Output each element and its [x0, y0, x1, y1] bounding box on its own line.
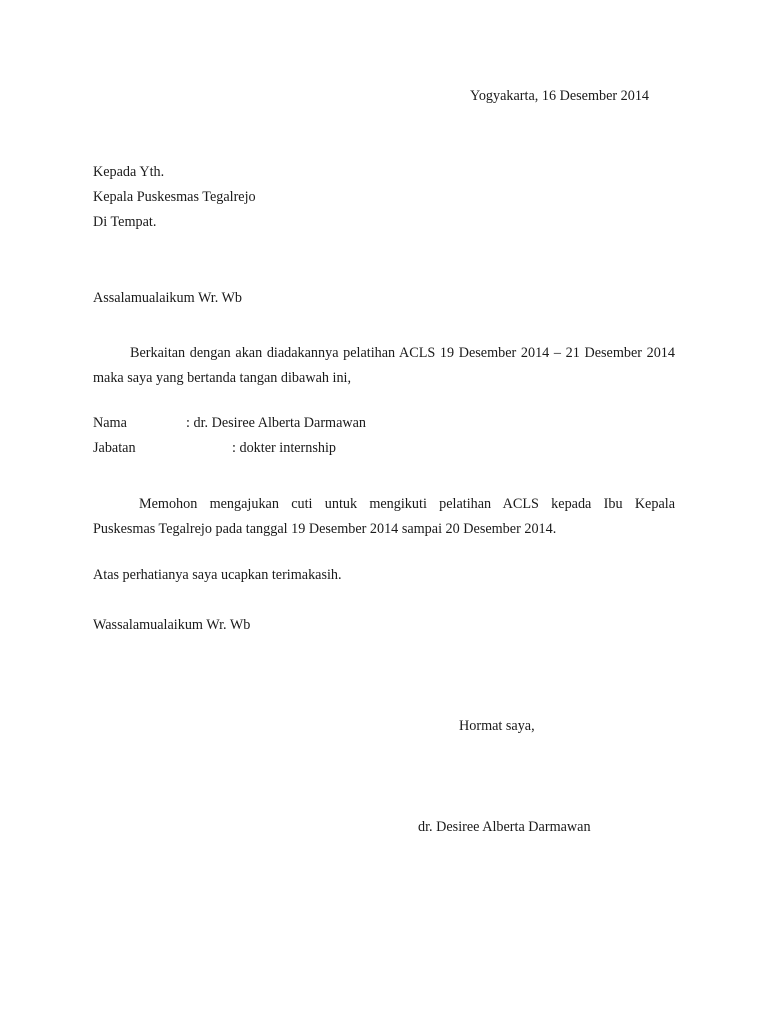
closing-greeting: Wassalamualaikum Wr. Wb [93, 617, 251, 633]
field-label-nama: Nama [93, 415, 127, 431]
signatory-name: dr. Desiree Alberta Darmawan [418, 819, 591, 835]
place-date: Yogyakarta, 16 Desember 2014 [470, 88, 650, 104]
opening-greeting: Assalamualaikum Wr. Wb [93, 290, 243, 306]
request-paragraph-line-1: Memohon mengajukan cuti untuk mengikuti pelatihan ACLS kepada Ibu Kepala [139, 496, 675, 512]
field-value-jabatan: : dokter internship [232, 440, 337, 456]
regards: Hormat saya, [459, 718, 535, 734]
field-label-jabatan: Jabatan [93, 440, 136, 456]
recipient-line-2: Kepala Puskesmas Tegalrejo [93, 189, 256, 205]
field-value-nama: : dr. Desiree Alberta Darmawan [186, 415, 367, 431]
intro-paragraph: Berkaitan dengan akan diadakannya pelatihan ACLS 19 Desember 2014 – 21 Desember 2014 maka saya yang bertanda tangan dibawah ini, [93, 345, 675, 386]
recipient-line-3: Di Tempat. [93, 214, 157, 230]
request-paragraph-line-2: Puskesmas Tegalrejo pada tanggal 19 Desember 2014 sampai 20 Desember 2014. [93, 521, 557, 537]
request-paragraph [93, 492, 675, 542]
recipient-line-1: Kepada Yth. [93, 164, 165, 180]
thanks-sentence: Atas perhatianya saya ucapkan terimakasih. [93, 567, 342, 583]
